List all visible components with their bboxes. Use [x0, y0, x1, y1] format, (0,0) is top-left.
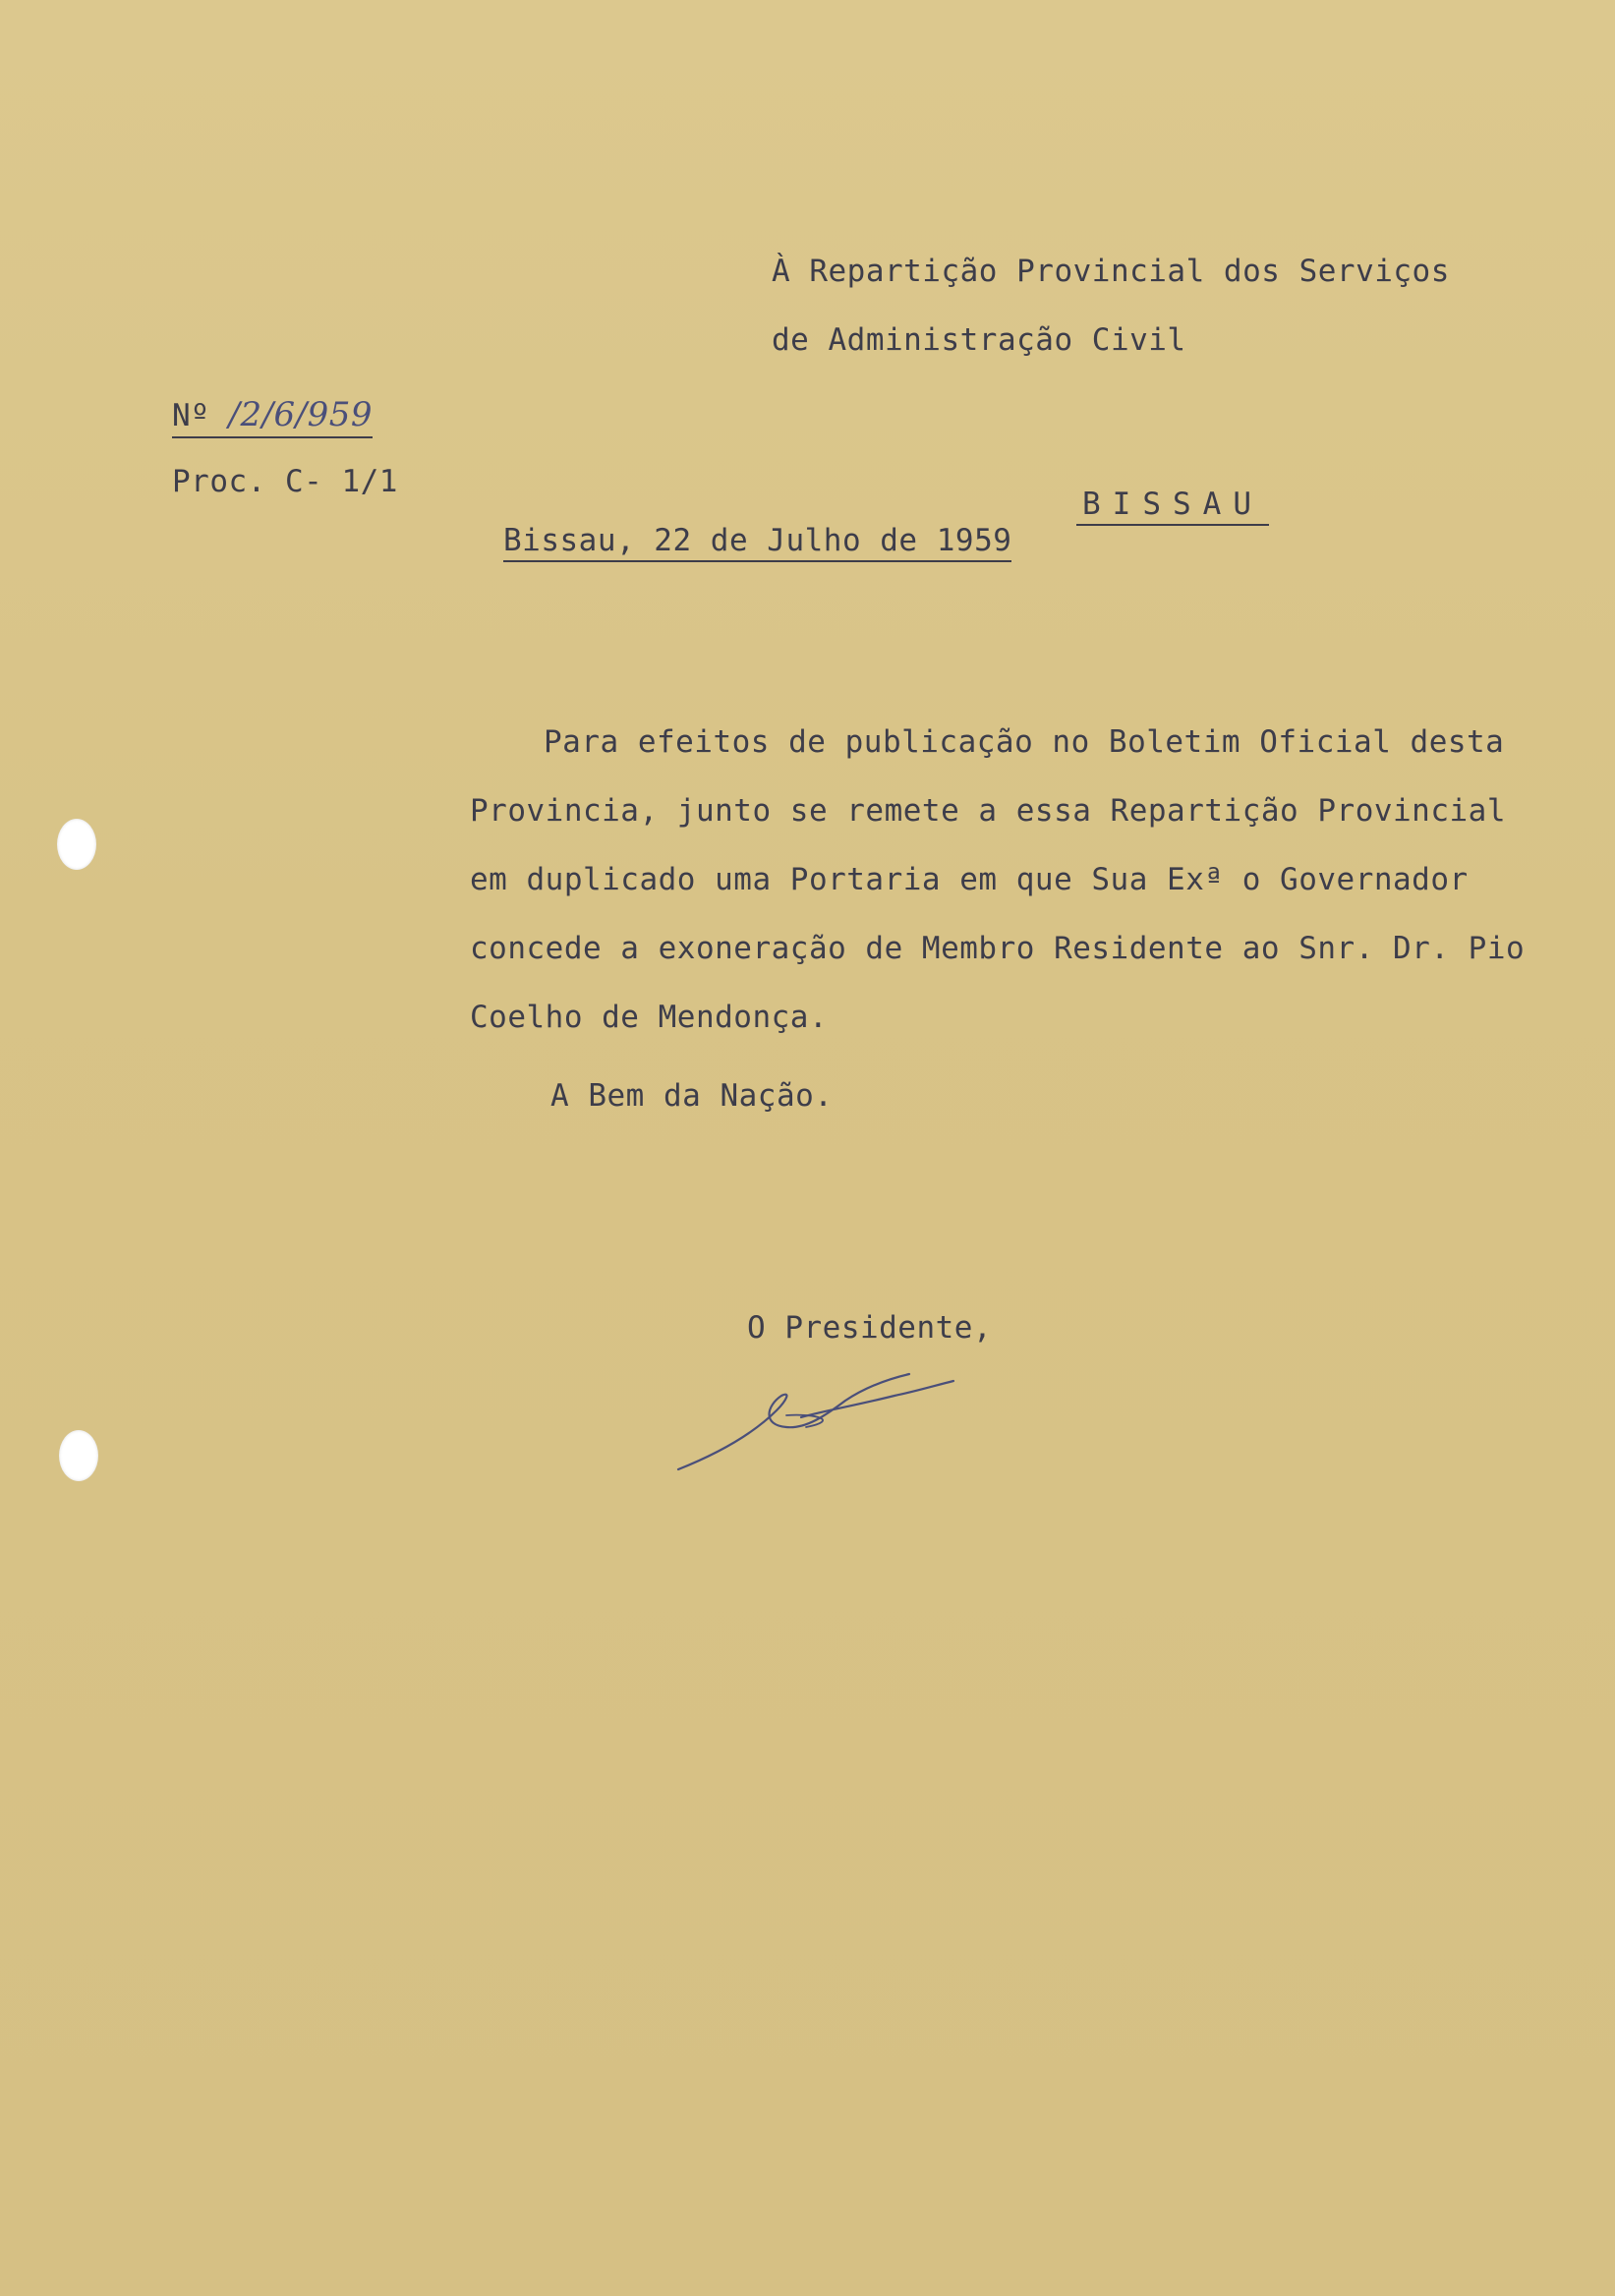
body-line: Provincia, junto se remete a essa Repartição Provincial: [470, 793, 1506, 829]
reference-value: /2/6/959: [228, 395, 374, 434]
body-line: Coelho de Mendonça.: [470, 1000, 829, 1035]
process-reference: Proc. C- 1/1: [172, 464, 398, 499]
addressee-line-1: À Repartição Provincial dos Serviços: [772, 254, 1450, 289]
signoff-title: O Presidente,: [747, 1310, 993, 1346]
letter-body: [470, 708, 1581, 1052]
body-line: concede a exoneração de Membro Residente ao Snr. Dr. Pio: [470, 931, 1526, 966]
body-line: em duplicado uma Portaria em que Sua Exª o Governador: [470, 862, 1469, 897]
signature-icon: [668, 1356, 963, 1484]
letter-date: Bissau, 22 de Julho de 1959: [503, 523, 1011, 562]
addressee-line-2: de Administração Civil: [772, 322, 1186, 358]
closing-salutation: A Bem da Nação.: [550, 1078, 834, 1114]
reference-prefix: Nº: [172, 398, 210, 433]
city-heading: BISSAU: [1076, 487, 1269, 526]
reference-number: [172, 395, 373, 438]
body-line: Para efeitos de publicação no Boletim Oficial desta: [544, 724, 1505, 760]
punch-hole: [59, 1430, 98, 1481]
punch-hole: [57, 819, 96, 870]
